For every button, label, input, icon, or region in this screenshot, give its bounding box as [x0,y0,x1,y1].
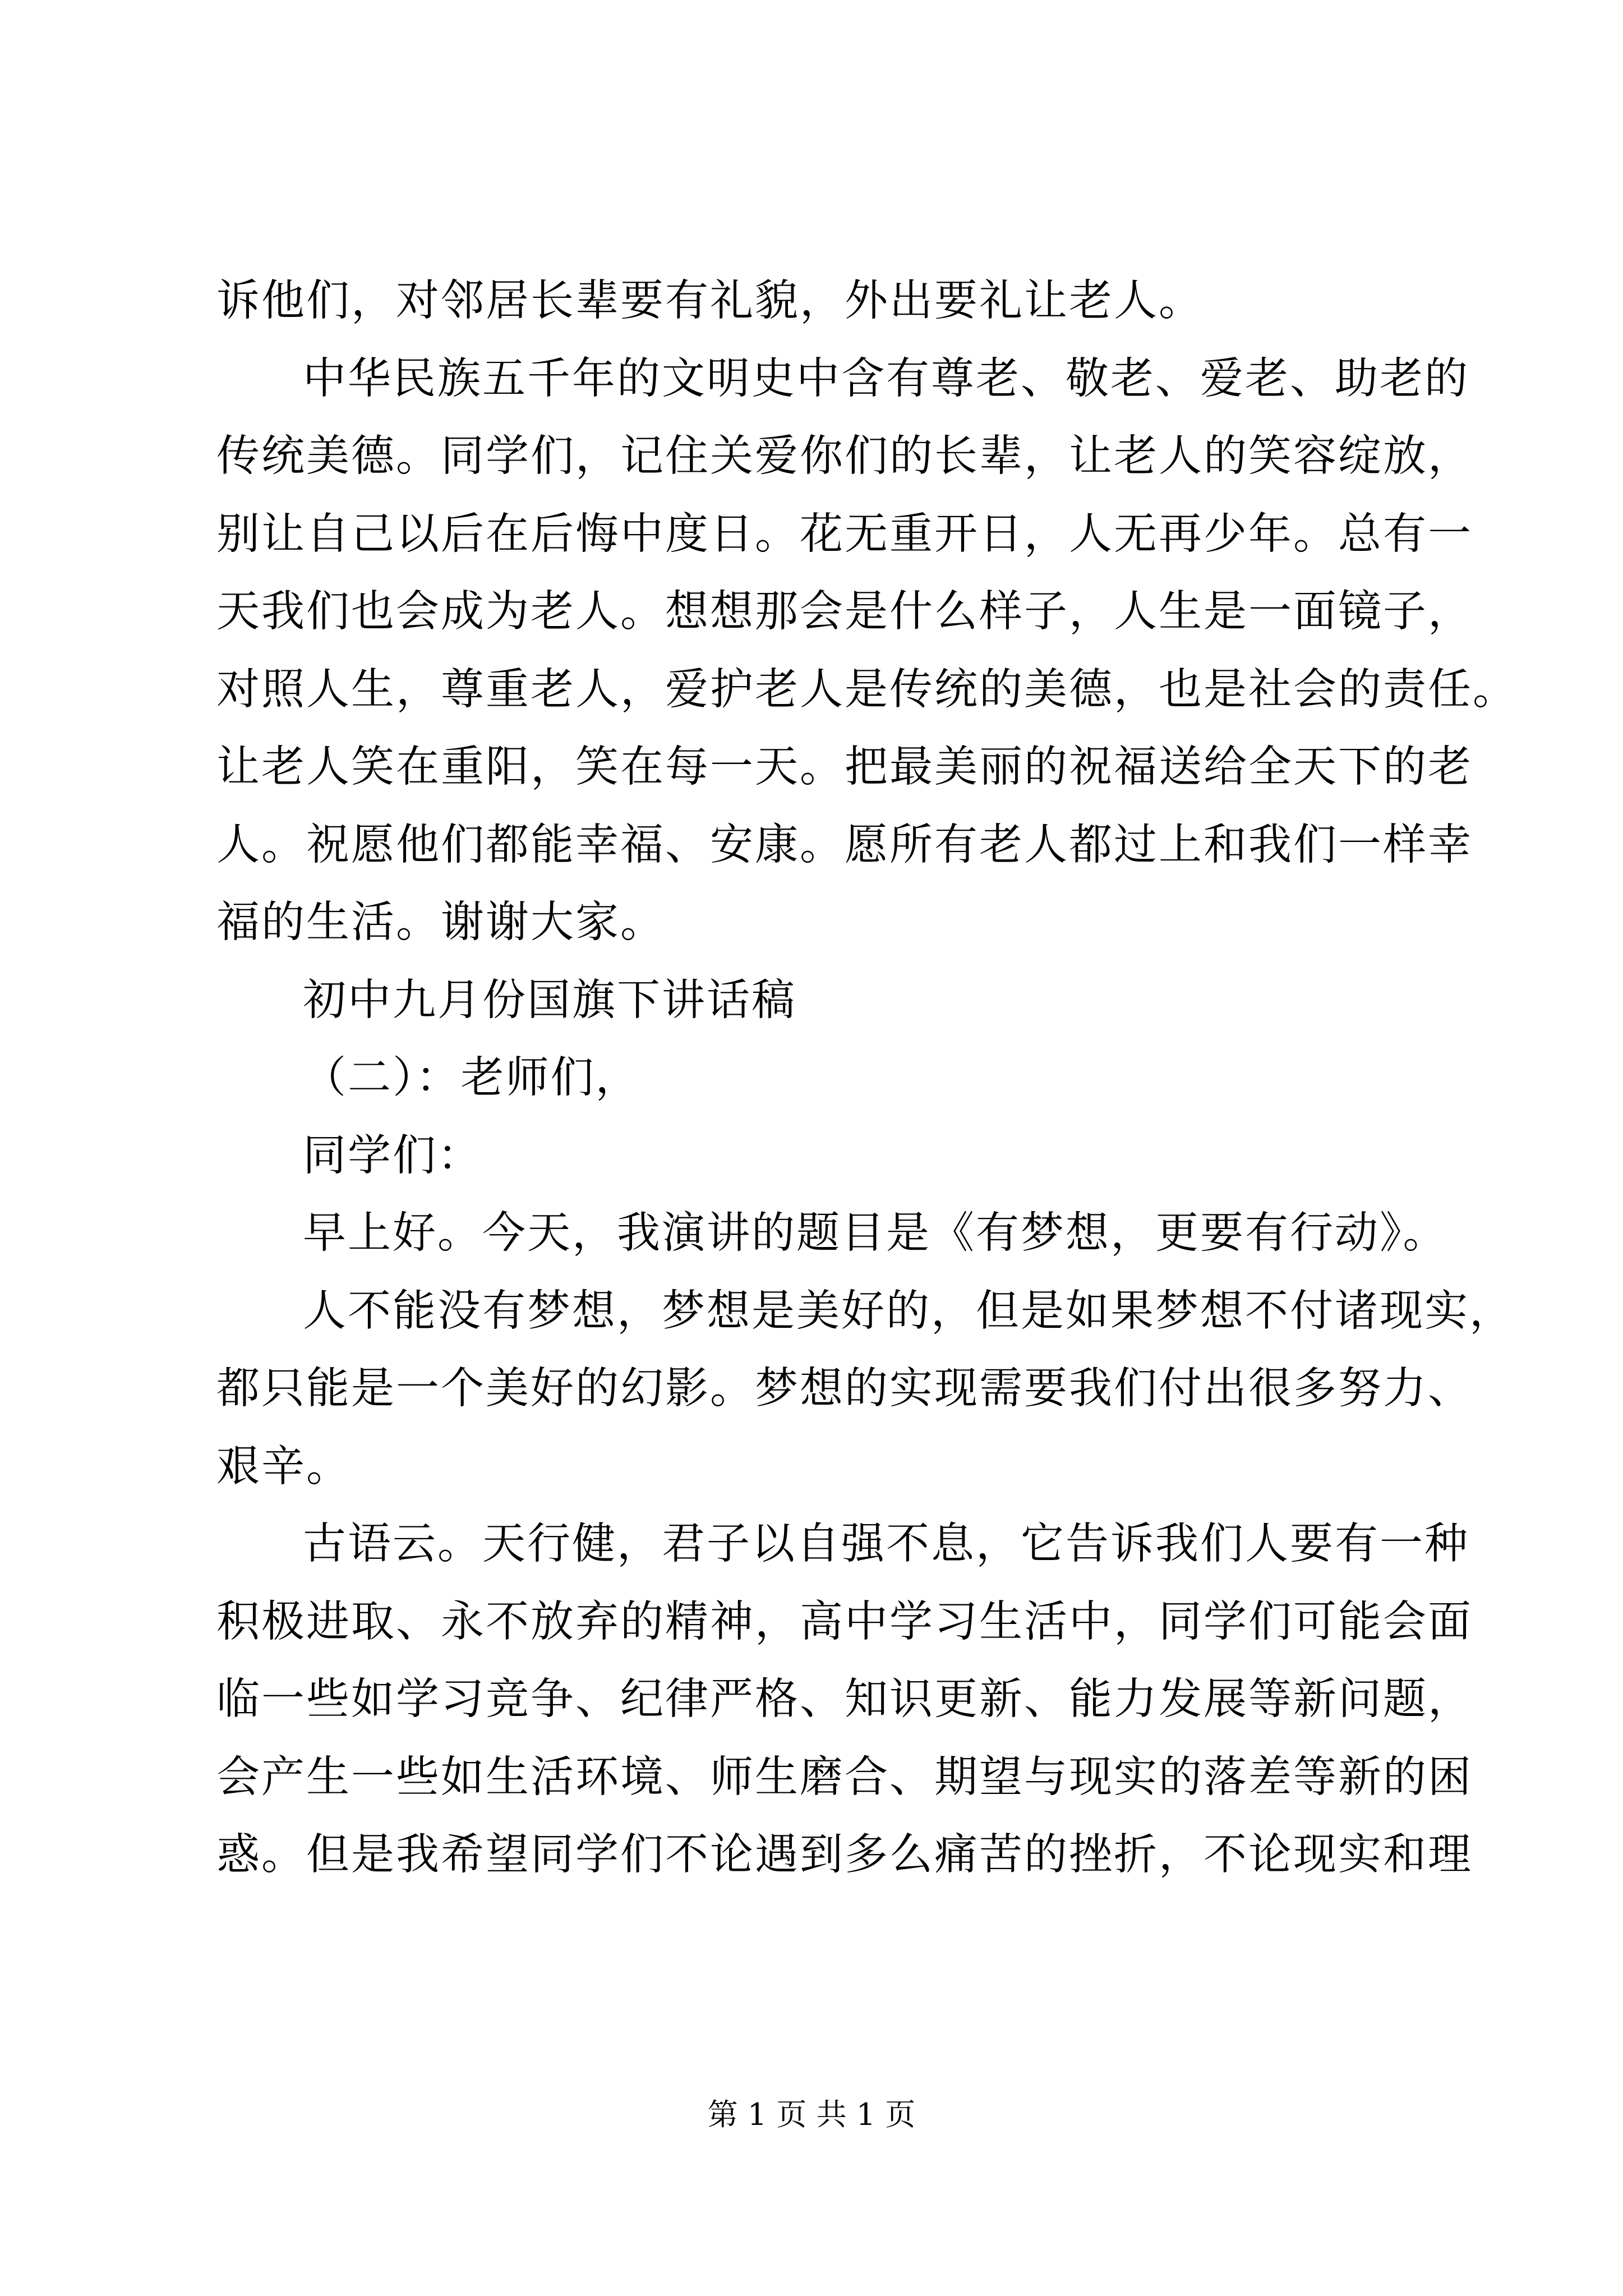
text-line: 天我们也会成为老人。想想那会是什么样子，人生是一面镜子， [216,587,1473,637]
page-number-label: 第 1 页 共 1 页 [707,2097,916,2132]
text-line: 对照人生，尊重老人，爱护老人是传统的美德，也是社会的责任。 [216,664,1518,715]
text-line: 人不能没有梦想，梦想是美好的，但是如果梦想不付诸现实， [303,1286,1514,1336]
text-line: 艰辛。 [216,1441,351,1492]
body-text [216,263,1518,1894]
text-line: 让老人笑在重阳，笑在每一天。把最美丽的祝福送给全天下的老 [216,742,1473,792]
text-line: 同学们： [303,1130,482,1181]
text-line: 都只能是一个美好的幻影。梦想的实现需要我们付出很多努力、 [216,1364,1473,1414]
text-line: 古语云。天行健，君子以自强不息，它告诉我们人要有一种 [303,1519,1469,1569]
text-line: 惑。但是我希望同学们不论遇到多么痛苦的挫折，不论现实和理 [216,1830,1473,1880]
text-line: （二）：老师们， [303,1053,640,1103]
text-line: 临一些如学习竞争、纪律严格、知识更新、能力发展等新问题， [216,1674,1473,1724]
text-line: 积极进取、永不放弃的精神，高中学习生活中，同学们可能会面 [216,1596,1473,1647]
text-line: 传统美德。同学们，记住关爱你们的长辈，让老人的笑容绽放， [216,431,1473,481]
text-line: 人。祝愿他们都能幸福、安康。愿所有老人都过上和我们一样幸 [216,820,1473,870]
text-line: 中华民族五千年的文明史中含有尊老、敬老、爱老、助老的 [303,353,1469,404]
text-line: 福的生活。谢谢大家。 [216,898,665,947]
text-line: 诉他们，对邻居长辈要有礼貌，外出要礼让老人。 [216,276,1204,326]
section-heading: 初中九月份国旗下讲话稿 [303,975,796,1025]
page-footer [0,2095,1623,2134]
text-line: 别让自己以后在后悔中度日。花无重开日，人无再少年。总有一 [216,509,1473,559]
text-line: 会产生一些如生活环境、师生磨合、期望与现实的落差等新的困 [216,1752,1473,1802]
text-line: 早上好。今天，我演讲的题目是《有梦想，更要有行动》。 [303,1208,1448,1258]
